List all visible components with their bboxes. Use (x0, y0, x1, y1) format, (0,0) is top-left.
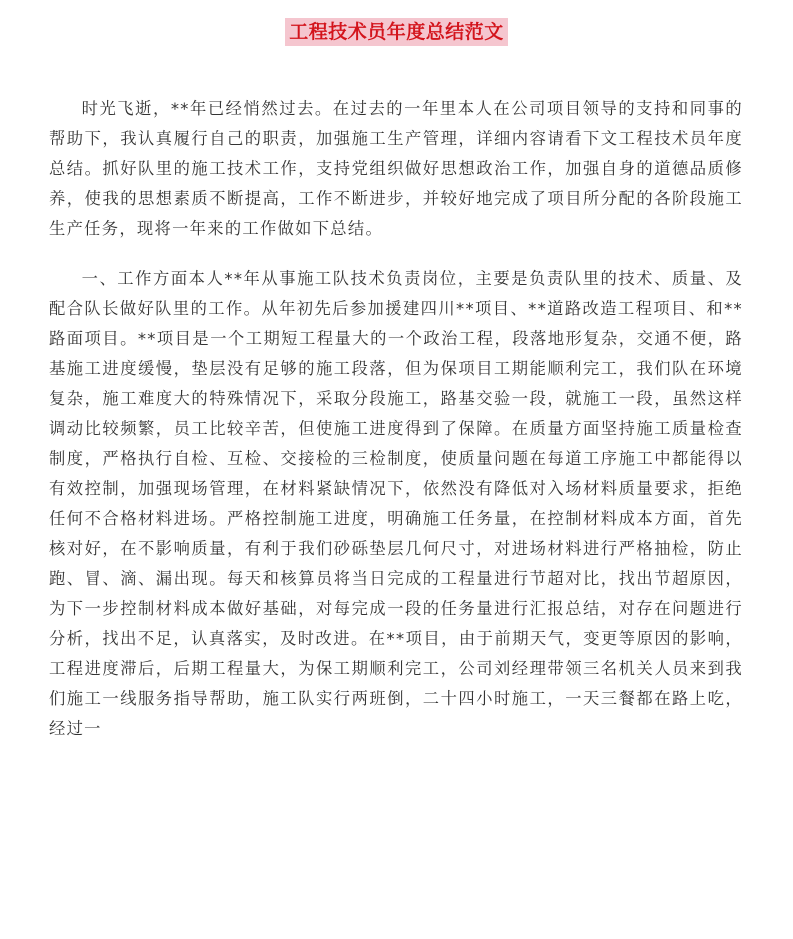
paragraph-work: 一、工作方面本人**年从事施工队技术负责岗位，主要是负责队里的技术、质量、及配合队长做好队里的工作。从年初先后参加援建四川**项目、**道路改造工程项目、和**路面项目。**项目是一个工期短工程量大的一个政治工程，段落地形复杂，交通不便，路基施工进度缓慢，垫层没有足够的施工段落，但为保项目工期能顺利完工，我们队在环境复杂，施工难度大的特殊情况下，采取分段施工，路基交验一段，就施工一段，虽然这样调动比较频繁，员工比较辛苦，但使施工进度得到了保障。在质量方面坚持施工质量检查制度，严格执行自检、互检、交接检的三检制度，使质量问题在每道工序施工中都能得以有效控制，加强现场管理，在材料紧缺情况下，依然没有降低对入场材料质量要求，拒绝任何不合格材料进场。严格控制施工进度，明确施工任务量，在控制材料成本方面，首先核对好，在不影响质量，有利于我们砂砾垫层几何尺寸，对进场材料进行严格抽检，防止跑、冒、滴、漏出现。每天和核算员将当日完成的工程量进行节超对比，找出节超原因，为下一步控制材料成本做好基础，对每完成一段的任务量进行汇报总结，对存在问题进行分析，找出不足，认真落实，及时改进。在**项目，由于前期天气，变更等原因的影响，工程进度滞后，后期工程量大，为保工期顺利完工，公司刘经理带领三名机关人员来到我们施工一线服务指导帮助，施工队实行两班倒，二十四小时施工，一天三餐都在路上吃，经过一 (49, 269, 743, 738)
paragraph-intro: 时光飞逝，**年已经悄然过去。在过去的一年里本人在公司项目领导的支持和同事的帮助下，我认真履行自己的职责，加强施工生产管理，详细内容请看下文工程技术员年度总结。抓好队里的施工技术工作，支持党组织做好思想政治工作，加强自身的道德品质修养，使我的思想素质不断提高，工作不断进步，并较好地完成了项目所分配的各阶段施工生产任务，现将一年来的工作做如下总结。 (49, 99, 743, 238)
title-area (0, 18, 793, 46)
document-body (49, 94, 743, 744)
page-title: 工程技术员年度总结范文 (285, 18, 508, 46)
